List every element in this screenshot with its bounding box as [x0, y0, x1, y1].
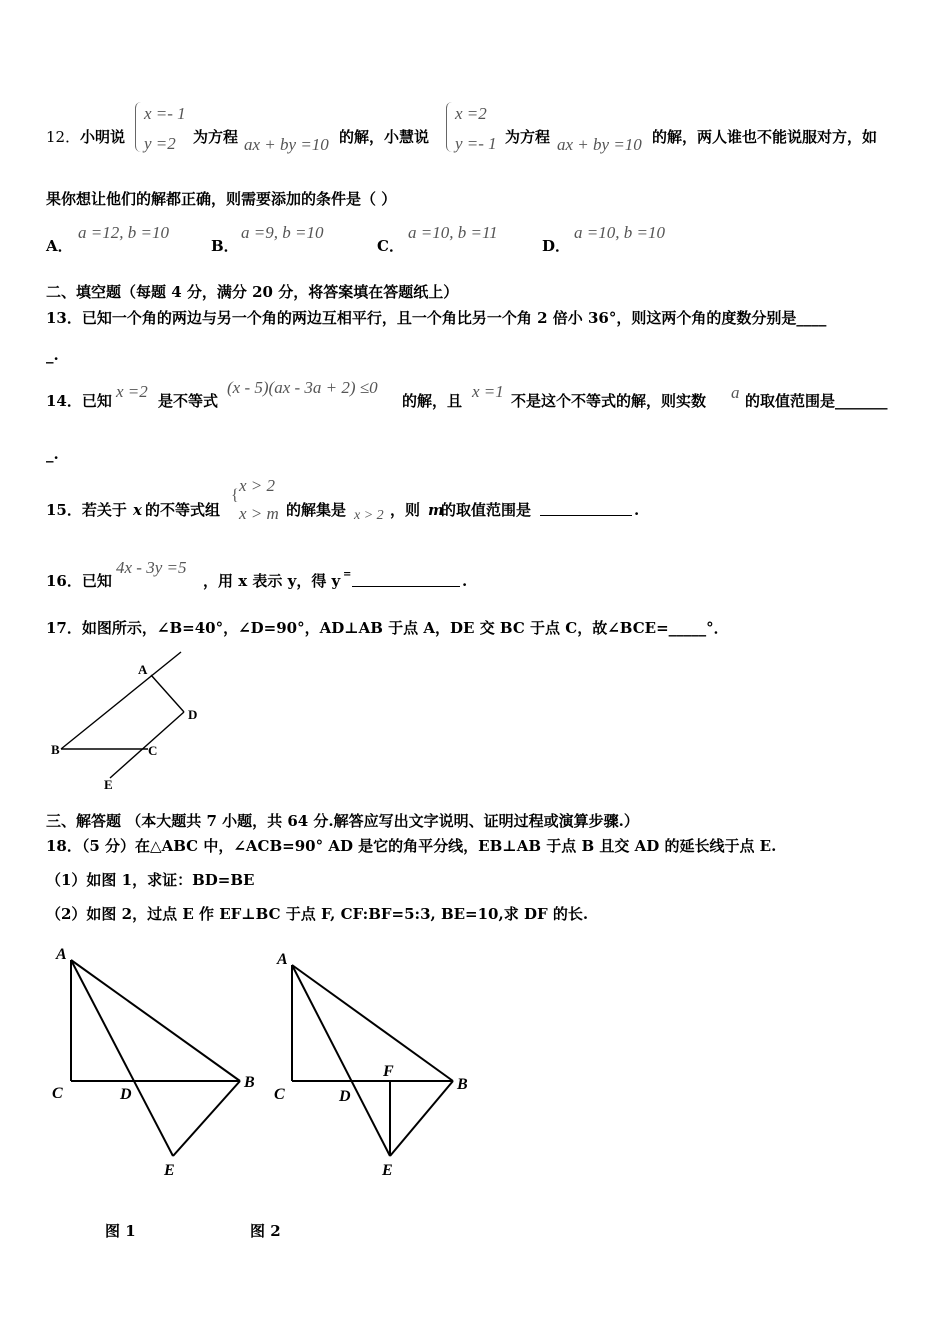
fig2-label-b: B [457, 1076, 468, 1093]
section-3-heading: 三、解答题 （本大题共 7 小题，共 64 分.解答应写出文字说明、证明过程或演算步骤.） [46, 812, 639, 830]
fig1-line-be [173, 1081, 240, 1156]
q16-equation: 4x - 3y =5 [116, 558, 187, 577]
fig2-label-f: F [383, 1063, 394, 1080]
q18-part-1: （1）如图 1，求证：BD=BE [46, 871, 255, 889]
question-13: 13．已知一个角的两边与另一个角的两边互相平行，且一个角比另一个角 2 倍小 36°，则这两个角的度数分别是____ [46, 309, 827, 327]
fig2-label-c: C [274, 1086, 285, 1103]
q14-text-4: 的取值范围是_______ [745, 392, 888, 410]
q17-label-d: D [188, 707, 198, 722]
q17-figure [40, 645, 200, 795]
q12-sys2-line1: x =2 [455, 104, 487, 123]
q16-equal-sign: = [343, 569, 352, 580]
q15-period: . [634, 501, 640, 519]
q15-text-1: 的不等式组 [145, 501, 221, 519]
fig2-line-ab [292, 965, 453, 1081]
q12-sys1-line1: x =- 1 [144, 104, 186, 123]
q15-var-m: m [428, 501, 444, 519]
fig2-label-d: D [339, 1088, 351, 1105]
q14-text-2: 的解，且 [402, 392, 463, 410]
q14-lead: 14．已知 [46, 392, 112, 410]
q12-system-1 [135, 102, 195, 154]
q12-line2: 果你想让他们的解都正确，则需要添加的条件是（ ） [46, 190, 397, 208]
fig2-line-ae [292, 965, 390, 1156]
q16-answer-blank[interactable] [352, 572, 460, 588]
q15-brace-icon: { [231, 487, 239, 504]
q12-text-mid1: 为方程 [193, 128, 239, 146]
q12-text-mid2: 的解，小慧说 [339, 128, 430, 146]
question-18: 18．（5 分）在△ABC 中，∠ACB=90° AD 是它的角平分线，EB⊥AB 于点 B 且交 AD 的延长线于点 E. [46, 837, 777, 855]
q12-option-d-value: a =10, b =10 [574, 223, 665, 242]
q17-line-de [110, 712, 184, 778]
fig1-label-a: A [56, 946, 67, 963]
q12-sys2-line2: y =- 1 [455, 134, 497, 153]
q17-line-ba [61, 652, 181, 749]
figure-1-caption: 图 1 [105, 1222, 136, 1240]
q14-cont: _. [46, 445, 59, 463]
q17-label-e: E [104, 777, 113, 792]
q15-text-2: 的解集是 [286, 501, 347, 519]
q12-option-b-value: a =9, b =10 [241, 223, 324, 242]
q12-system-2 [446, 102, 506, 154]
q15-var-x: x [133, 501, 142, 519]
fig1-label-d: D [120, 1086, 132, 1103]
q17-label-a: A [138, 662, 148, 677]
q15-text-4: 的取值范围是 [441, 501, 532, 519]
fig1-line-ab [71, 960, 240, 1081]
q15-sys-line2: x > m [239, 504, 279, 523]
q12-equation-2: ax + by =10 [557, 135, 642, 154]
q12-option-a-label: A． [46, 237, 73, 255]
fig1-label-b: B [244, 1074, 255, 1091]
q15-sys-line1: x > 2 [239, 476, 276, 495]
q17-label-b: B [51, 742, 60, 757]
question-17: 17．如图所示，∠B=40°，∠D=90°，AD⊥AB 于点 A，DE 交 BC 于点 C，故∠BCE=_____°． [46, 619, 729, 637]
q16-text-1: ，用 x 表示 y，得 y [203, 572, 341, 590]
q17-line-ad [151, 675, 184, 712]
q12-option-a-value: a =12, b =10 [78, 223, 169, 242]
question-13-cont: _. [46, 346, 59, 364]
fig2-line-be [390, 1081, 453, 1156]
section-2-heading: 二、填空题（每题 4 分，满分 20 分，将答案填在答题纸上） [46, 283, 459, 301]
q15-text-3: ，则 [390, 501, 421, 519]
q15-solution: x > 2 [354, 508, 384, 523]
q12-sys1-line2: y =2 [144, 134, 176, 153]
q12-text-tail: 的解，两人谁也不能说服对方，如 [652, 128, 878, 146]
q16-lead: 16．已知 [46, 572, 112, 590]
q15-answer-blank[interactable] [540, 501, 632, 517]
q12-equation-1: ax + by =10 [244, 135, 329, 154]
q18-part-2: （2）如图 2，过点 E 作 EF⊥BC 于点 F, CF:BF=5:3, BE=10,求 DF 的长. [46, 905, 589, 923]
q14-text-3: 不是这个不等式的解，则实数 [511, 392, 707, 410]
q12-option-b-label: B． [211, 237, 239, 255]
q12-option-c-value: a =10, b =11 [408, 223, 498, 242]
fig1-line-ae [71, 960, 173, 1156]
q12-option-c-label: C． [377, 237, 404, 255]
q12-text-mid3: 为方程 [505, 128, 551, 146]
q14-text-1: 是不等式 [158, 392, 219, 410]
q12-number: 12． [46, 128, 81, 146]
q12-option-d-label: D． [542, 237, 571, 255]
fig1-label-c: C [52, 1085, 63, 1102]
fig2-label-e: E [382, 1162, 393, 1179]
q14-inequality: (x - 5)(ax - 3a + 2) ≤0 [227, 378, 378, 397]
q12-lead: 小明说 [80, 128, 126, 146]
q14-math-x2: x =2 [116, 382, 148, 401]
fig2-label-a: A [277, 951, 288, 968]
q17-label-c: C [148, 743, 158, 758]
q18-figure-1 [40, 935, 270, 1185]
q14-math-a: a [731, 383, 740, 402]
fig1-label-e: E [164, 1162, 175, 1179]
q18-figure-2 [262, 935, 492, 1185]
figure-2-caption: 图 2 [250, 1222, 281, 1240]
q16-period: . [462, 572, 468, 590]
q15-lead: 15．若关于 [46, 501, 127, 519]
q14-math-x1: x =1 [472, 382, 504, 401]
q15-system [231, 476, 291, 524]
